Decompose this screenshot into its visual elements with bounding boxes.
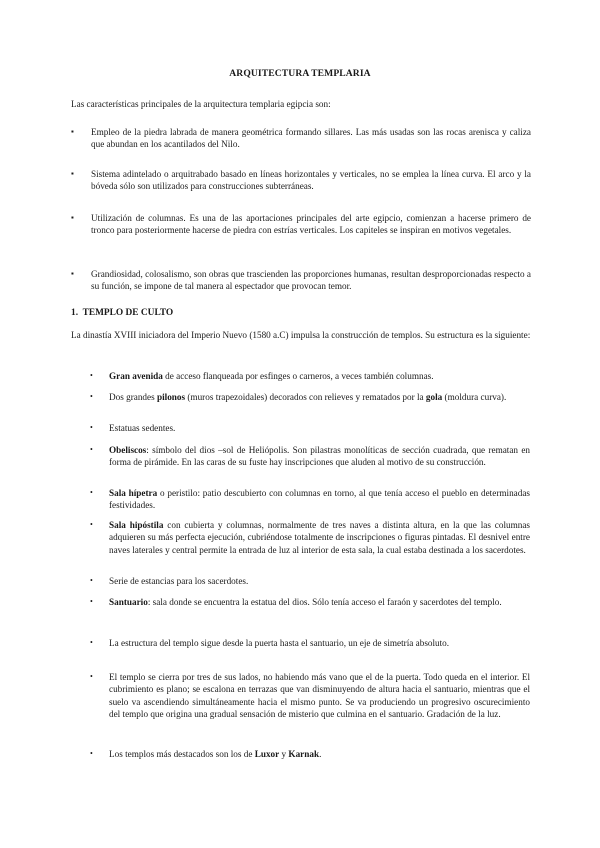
- dot-bullet-icon: •: [90, 423, 93, 432]
- list-item-term: Luxor: [254, 749, 280, 759]
- dot-bullet-icon: •: [90, 488, 93, 497]
- list-item-text: Estatuas sedentes.: [109, 423, 176, 433]
- list-item-term: Obeliscos: [109, 445, 147, 455]
- dot-bullet-icon: •: [90, 520, 93, 529]
- list-item-term: Santuario: [109, 597, 148, 607]
- dot-bullet-icon: •: [90, 371, 93, 380]
- list-item-text: Serie de estancias para los sacerdotes.: [109, 576, 249, 586]
- list-item-text: Sistema adintelado o arquitrabado basado en líneas horizontales y verticales, no se emplea la línea curva. El arco y la bóveda sólo son utilizados para construcciones subterráneas.: [91, 169, 531, 192]
- section-number: 1.: [71, 308, 79, 318]
- section-title: TEMPLO DE CULTO: [82, 308, 174, 318]
- list-item-term: Sala hipóstila: [109, 520, 164, 530]
- list-item-text: con cubierta y columnas, normalmente de tres naves a distinta altura, en la que las columnas adquieren su más perfecta ejecución, cubriéndose totalmente de inscripciones o figuras pintadas. El desnivel entre naves laterales y central permite la entrada de luz al interior de esta sala, la cual estaba destinada a los sacerdotes.: [109, 520, 530, 555]
- list-item-text: (muros trapezoidales) decorados con relieves y rematados por la: [185, 392, 426, 402]
- square-bullet-icon: ▪: [71, 127, 74, 136]
- dot-bullet-icon: •: [90, 749, 93, 758]
- list-item-text: La estructura del templo sigue desde la puerta hasta el santuario, un eje de simetría absoluto.: [109, 638, 450, 648]
- list-item-term: gola: [425, 392, 443, 402]
- square-bullet-icon: ▪: [71, 169, 74, 178]
- list-item-text: y: [279, 749, 289, 759]
- list-item-term: pilonos: [156, 392, 186, 402]
- page-title: ARQUITECTURA TEMPLARIA: [229, 68, 371, 79]
- list-item-term: Sala hípetra: [109, 488, 158, 498]
- list-item-text: Los templos más destacados son los de: [109, 749, 255, 759]
- dot-bullet-icon: •: [90, 672, 93, 681]
- list-item-text: (moldura curva).: [442, 392, 507, 402]
- list-item-text: Utilización de columnas. Es una de las aportaciones principales del arte egipcio, comienzan a hacerse primero de tronco para posteriormente hacerse de piedra con estrías verticales. Los capiteles se inspiran en motivos vegetales.: [91, 213, 531, 236]
- list-item-text: El templo se cierra por tres de sus lados, no habiendo más vano que el de la puerta. Todo queda en el interior. El cubrimiento es plano; se escalona en terrazas que van disminuyendo de altura hacia el santuario, mientras que el suelo va ascendiendo simultáneamente hacia el mismo punto. Se va produciendo un progresivo oscurecimiento del templo que origina una gradual sensación de misterio que culmina en el santuario. Gradación de la luz.: [109, 672, 530, 720]
- list-item-term: Karnak: [288, 749, 320, 759]
- list-item-text: .: [319, 749, 322, 759]
- list-item-text: : sala donde se encuentra la estatua del dios. Sólo tenía acceso el faraón y sacerdotes del templo.: [147, 597, 502, 607]
- list-item-term: Gran avenida: [109, 371, 163, 381]
- dot-bullet-icon: •: [90, 597, 93, 606]
- list-item-text: : símbolo del dios –sol de Heliópolis. Son pilastras monolíticas de sección cuadrada, que rematan en forma de pirámide. En las caras de su fuste hay inscripciones que aluden al motivo de su construcción.: [109, 445, 530, 468]
- list-item-text: Grandiosidad, colosalismo, son obras que trascienden las proporciones humanas, resultan desproporcionadas respecto a su función, se impone de tal manera al espectador que provocan temor.: [91, 269, 531, 292]
- dot-bullet-icon: •: [90, 576, 93, 585]
- dot-bullet-icon: •: [90, 638, 93, 647]
- dot-bullet-icon: •: [90, 445, 93, 454]
- list-item-text: o peristilo: patio descubierto con columnas en torno, al que tenía acceso el pueblo en determinadas festividades.: [109, 488, 530, 511]
- dot-bullet-icon: •: [90, 392, 93, 401]
- section-intro-paragraph: La dinastía XVIII iniciadora del Imperio Nuevo (1580 a.C) impulsa la construcción de templos. Su estructura es la siguiente:: [71, 330, 531, 340]
- section-heading: [71, 307, 173, 319]
- square-bullet-icon: ▪: [71, 269, 74, 278]
- list-item-text: Dos grandes: [109, 392, 157, 402]
- square-bullet-icon: ▪: [71, 213, 74, 222]
- list-item-text: Empleo de la piedra labrada de manera geométrica formando sillares. Las más usadas son las rocas arenisca y caliza que abundan en los acantilados del Nilo.: [91, 127, 531, 150]
- intro-paragraph: Las características principales de la arquitectura templaria egipcia son:: [71, 99, 331, 109]
- list-item-text: de acceso flanqueada por esfinges o carneros, a veces también columnas.: [162, 371, 434, 381]
